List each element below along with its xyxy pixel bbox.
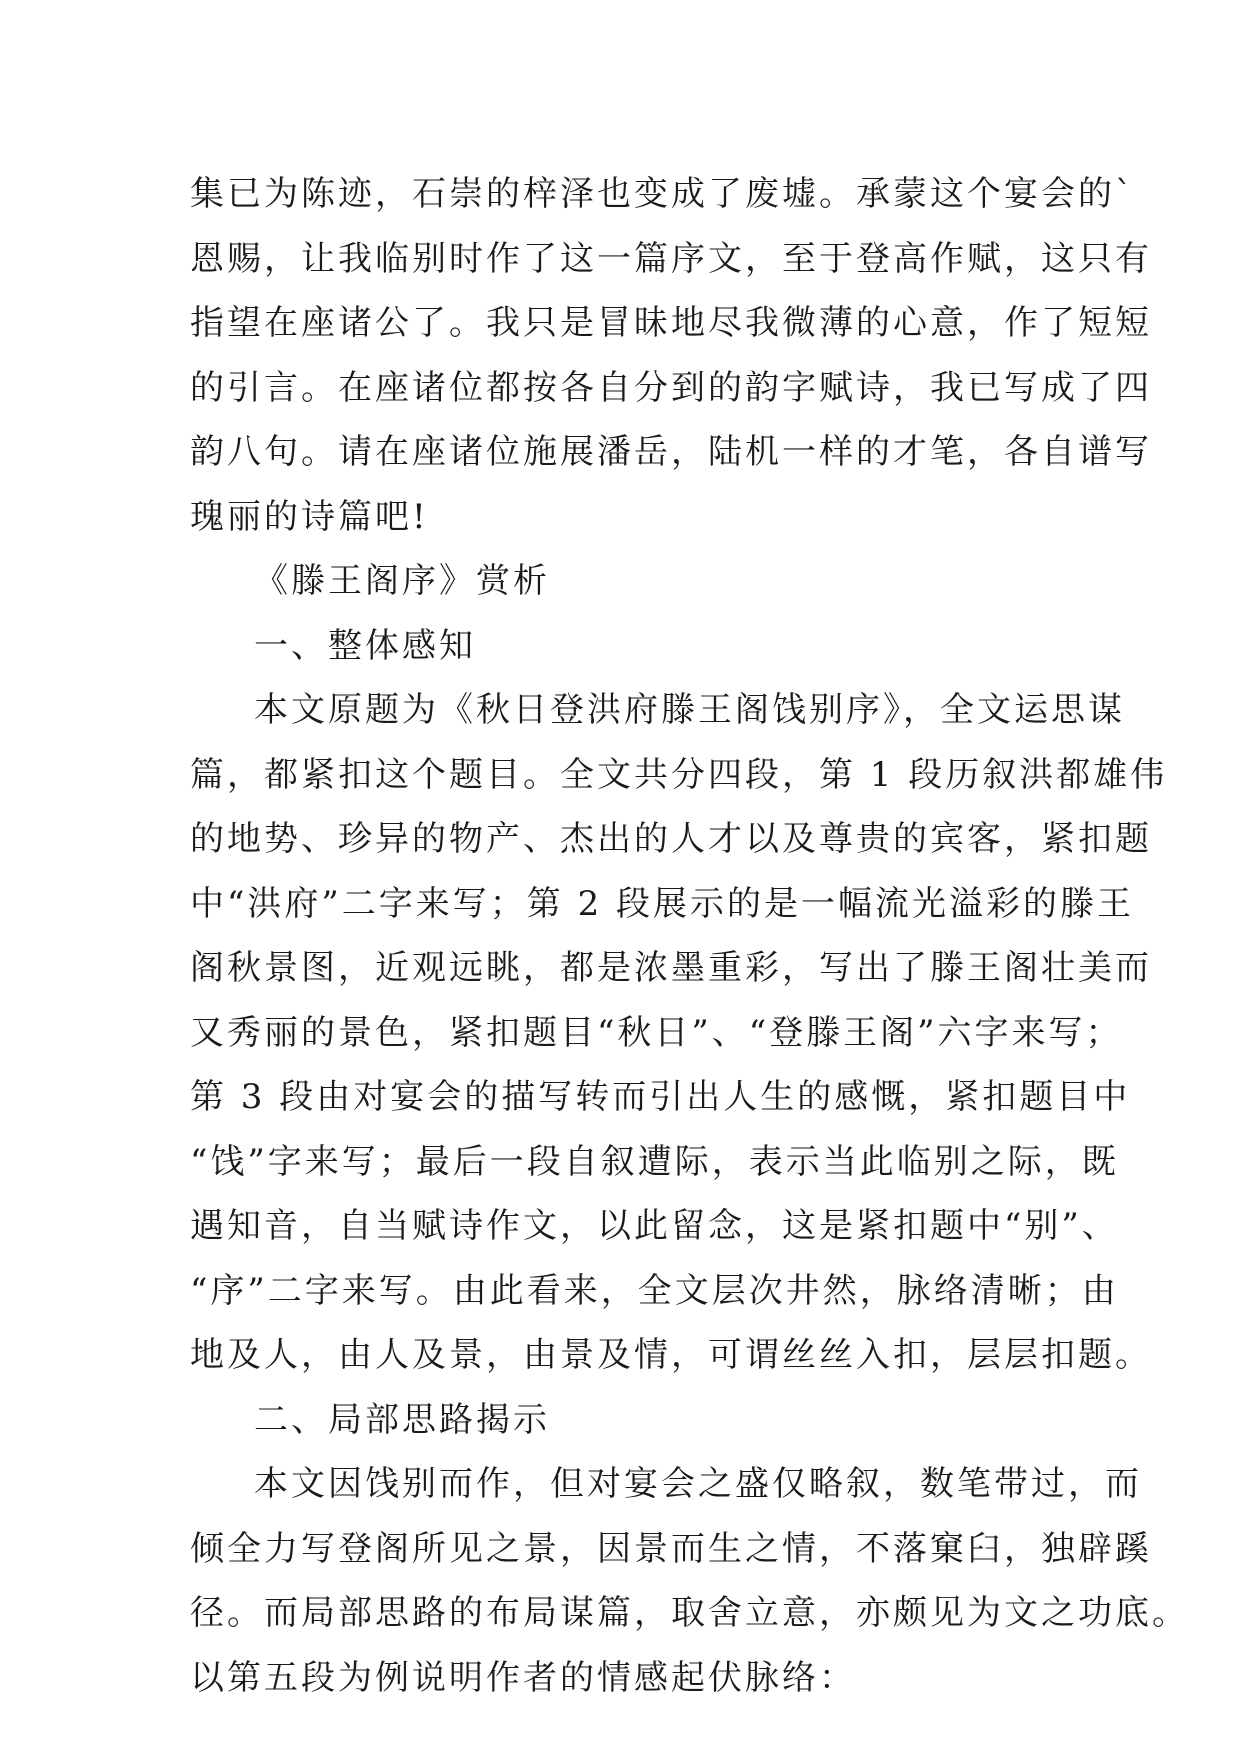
text-line: “序”二字来写。由此看来，全文层次井然，脉络清晰；由 <box>190 1270 1119 1311</box>
paragraph-start-line: 本文原题为《秋日登洪府滕王阁饯别序》，全文运思谋 <box>254 690 1125 730</box>
body-text <box>190 162 1189 1710</box>
paragraph-start-line: 本文因饯别而作，但对宴会之盛仅略叙，数笔带过，而 <box>254 1464 1142 1504</box>
text-line: 恩赐，让我临别时作了这一篇序文，至于登高作赋，这只有 <box>190 238 1152 279</box>
section-heading: 一、整体感知 <box>254 625 476 666</box>
text-line: 篇，都紧扣这个题目。全文共分四段，第 1 段历叙洪都雄伟 <box>190 754 1168 795</box>
text-line: “饯”字来写；最后一段自叙遭际，表示当此临别之际，既 <box>190 1141 1119 1182</box>
text-line: 径。而局部思路的布局谋篇，取舍立意，亦颇见为文之功底。 <box>190 1593 1189 1633</box>
text-line: 指望在座诸公了。我只是冒昧地尽我微薄的心意，作了短短 <box>190 303 1152 343</box>
text-line: 集已为陈迹，石崇的梓泽也变成了废墟。承蒙这个宴会的` <box>190 174 1135 214</box>
text-line: 又秀丽的景色，紧扣题目“秋日”、“登滕王阁”六字来写； <box>190 1012 1123 1053</box>
text-line: 阁秋景图，近观远眺，都是浓墨重彩，写出了滕王阁壮美而 <box>190 948 1152 988</box>
text-line: 的地势、珍异的物产、杰出的人才以及尊贵的宾客，紧扣题 <box>190 819 1152 859</box>
text-line: 韵八句。请在座诸位施展潘岳，陆机一样的才笔，各自谱写 <box>190 432 1152 472</box>
text-line: 瑰丽的诗篇吧! <box>190 496 429 537</box>
section-title: 《滕王阁序》赏析 <box>254 561 550 601</box>
text-line: 的引言。在座诸位都按各自分到的韵字赋诗，我已写成了四 <box>190 367 1152 408</box>
text-line: 地及人，由人及景，由景及情，可谓丝丝入扣，层层扣题。 <box>190 1335 1152 1375</box>
text-line: 中“洪府”二字来写；第 2 段展示的是一幅流光溢彩的滕王 <box>190 883 1135 924</box>
text-line: 以第五段为例说明作者的情感起伏脉络： <box>190 1657 856 1698</box>
text-line: 第 3 段由对宴会的描写转而引出人生的感慨，紧扣题目中 <box>190 1077 1131 1117</box>
text-line: 遇知音，自当赋诗作文，以此留念，这是紧扣题中“别”、 <box>190 1206 1119 1246</box>
section-heading: 二、局部思路揭示 <box>254 1399 550 1440</box>
text-line: 倾全力写登阁所见之景，因景而生之情，不落窠臼，独辟蹊 <box>190 1528 1152 1569</box>
